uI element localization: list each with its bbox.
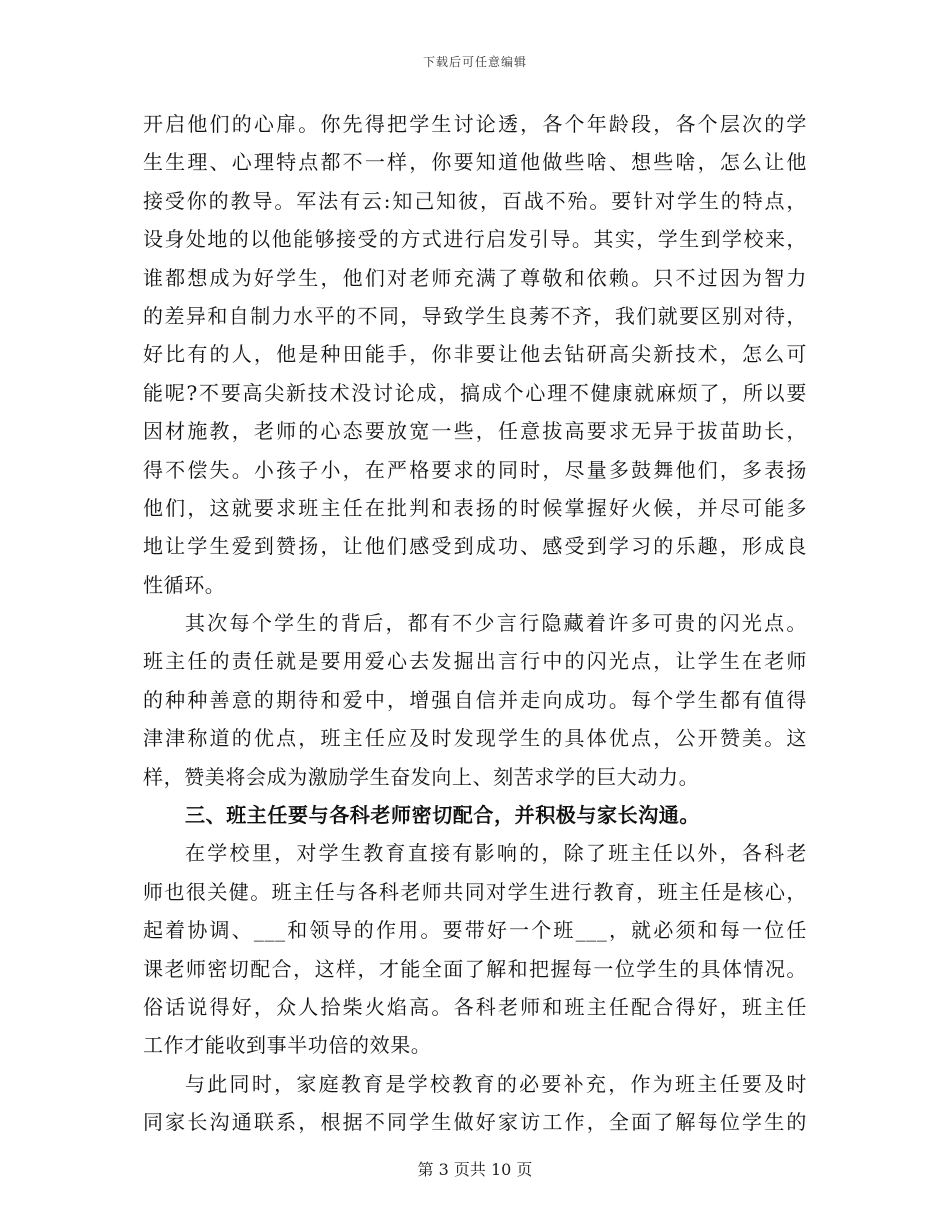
text-line: 因材施教，老师的心态要放宽一些，任意拔高要求无异于拔苗助长，: [143, 419, 807, 444]
text-line: 设身处地的以他能够接受的方式进行启发引导。其实，学生到学校来，: [143, 227, 807, 252]
paragraph: [143, 105, 807, 604]
text-line: 班主任的责任就是要用爱心去发掘出言行中的闪光点，让学生在老师: [143, 649, 807, 674]
text-line: 得不偿失。小孩子小，在严格要求的同时，尽量多鼓舞他们，多表扬: [143, 457, 807, 482]
text-line: 课老师密切配合，这样，才能全面了解和把握每一位学生的具体情况。: [143, 956, 807, 981]
text-line: 同家长沟通联系，根据不同学生做好家访工作，全面了解每位学生的: [143, 1110, 807, 1135]
text-line: 谁都想成为好学生，他们对老师充满了尊敬和依赖。只不过因为智力: [143, 265, 807, 290]
text-line: 地让学生爱到赞扬，让他们感受到成功、感受到学习的乐趣，形成良: [143, 534, 807, 559]
text-line: 的差异和自制力水平的不同，导致学生良莠不齐，我们就要区别对待，: [143, 303, 807, 328]
heading-line: 三、班主任要与各科老师密切配合，并积极与家长沟通。: [185, 803, 700, 828]
section-heading: [143, 796, 807, 834]
text-line: 起着协调、___和领导的作用。要带好一个班___，就必须和每一位任: [143, 918, 807, 943]
text-line: 师也很关健。班主任与各科老师共同对学生进行教育，班主任是核心，: [143, 879, 807, 904]
paragraph: [143, 604, 807, 796]
page-header-note: 下载后可任意编辑: [422, 55, 527, 69]
paragraph: [143, 1065, 807, 1142]
text-line: 开启他们的心扉。你先得把学生讨论透，各个年龄段，各个层次的学: [143, 112, 807, 136]
text-line: 在学校里，对学生教育直接有影响的，除了班主任以外，各科老: [185, 841, 807, 866]
text-line: 他们，这就要求班主任在批判和表扬的时候掌握好火候，并尽可能多: [143, 495, 807, 520]
text-line: 工作才能收到事半功倍的效果。: [143, 1033, 432, 1058]
text-line: 俗话说得好，众人拾柴火焰高。各科老师和班主任配合得好，班主任: [143, 994, 807, 1019]
page-number: 第 3 页共 10 页: [417, 1160, 533, 1179]
text-line: 生生理、心理特点都不一样，你要知道他做些啥、想些啥，怎么让他: [143, 150, 807, 175]
document-body: [143, 105, 807, 1142]
text-line: 津津称道的优点，班主任应及时发现学生的具体优点，公开赞美。这: [143, 726, 807, 751]
text-line: 样，赞美将会成为激励学生奋发向上、刻苦求学的巨大动力。: [143, 764, 700, 789]
text-line: 与此同时，家庭教育是学校教育的必要补充，作为班主任要及时: [185, 1071, 807, 1096]
text-line: 接受你的教导。军法有云:知己知彼，百战不殆。要针对学生的特点，: [143, 188, 807, 213]
text-line: 能呢?不要高尖新技术没讨论成，搞成个心理不健康就麻烦了，所以要: [143, 380, 807, 405]
text-line: 性循环。: [143, 572, 226, 597]
text-line: 的种种善意的期待和爱中，增强自信并走向成功。每个学生都有值得: [143, 687, 807, 712]
text-line: 好比有的人，他是种田能手，你非要让他去钻研高尖新技术，怎么可: [143, 342, 807, 367]
text-line: 其次每个学生的背后，都有不少言行隐藏着许多可贵的闪光点。: [185, 611, 807, 636]
paragraph: [143, 834, 807, 1064]
